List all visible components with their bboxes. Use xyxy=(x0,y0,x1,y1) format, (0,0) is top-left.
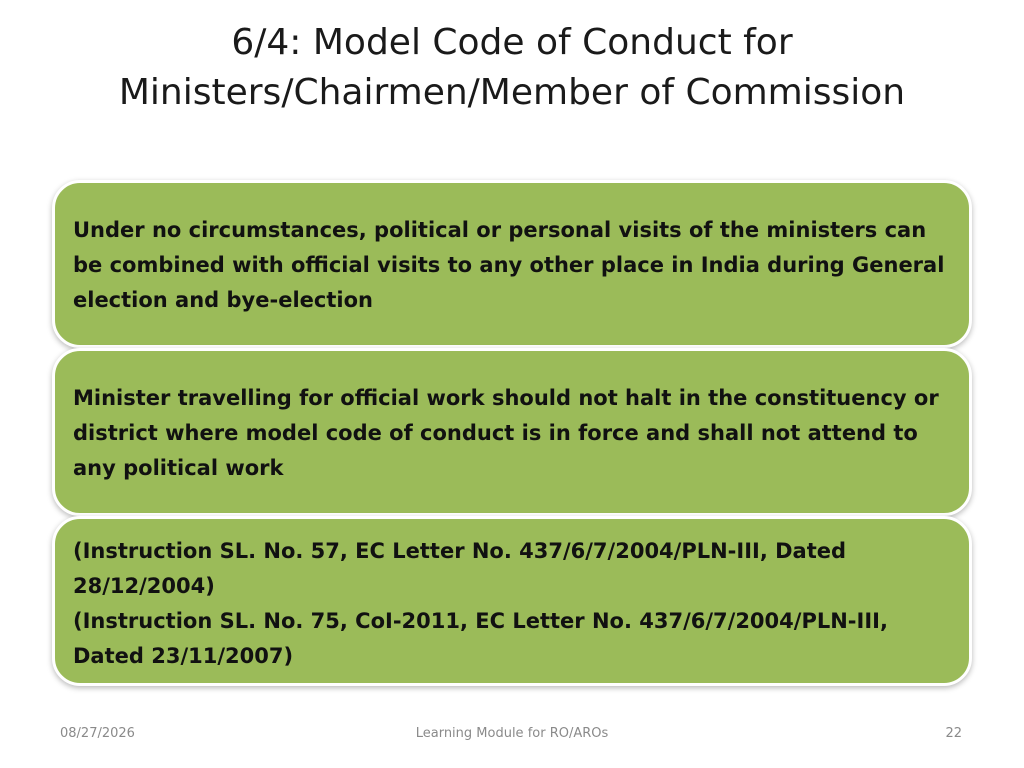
content-box-travel xyxy=(52,348,972,516)
footer-date: 08/27/2026 xyxy=(60,726,135,741)
footer-page-number: 22 xyxy=(945,726,962,741)
reference-line-2: (Instruction SL. No. 75, CoI-2011, EC Letter No. 437/6/7/2004/PLN-III, Dated 23/11/2007) xyxy=(73,609,888,668)
slide-title-line-2: Ministers/Chairmen/Member of Commission xyxy=(118,72,906,113)
footer-module-title: Learning Module for RO/AROs xyxy=(415,726,609,741)
slide-title-line-1: 6/4: Model Code of Conduct for xyxy=(231,22,793,63)
content-box-visits xyxy=(52,180,972,348)
reference-line-1: (Instruction SL. No. 57, EC Letter No. 437/6/7/2004/PLN-III, Dated 28/12/2004) xyxy=(73,539,847,598)
content-box-visits-text: Under no circumstances, political or personal visits of the ministers can be combined with official visits to any other place in India during General election and bye-election xyxy=(73,218,945,312)
content-box-travel-text: Minister travelling for official work should not halt in the constituency or district where model code of conduct is in force and shall not attend to any political work xyxy=(73,386,939,480)
slide-title xyxy=(0,18,1024,118)
content-box-references xyxy=(52,516,972,686)
